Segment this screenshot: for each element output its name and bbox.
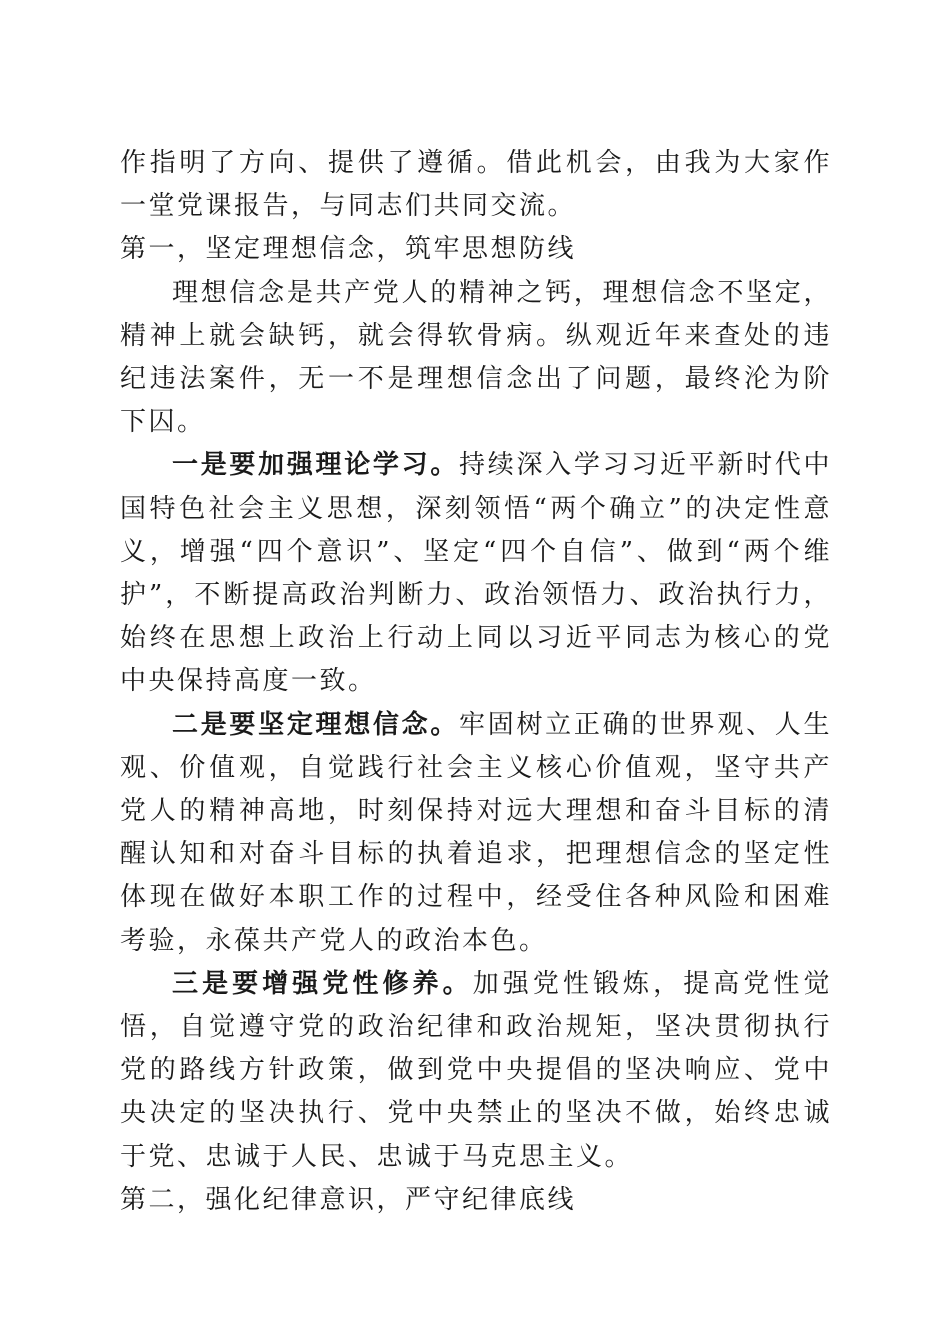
paragraph-point-1 (120, 444, 832, 703)
point-text: 加强党性锻炼，提高党性觉悟，自觉遵守党的政治纪律和政治规矩，坚决贯彻执行党的路线方针政策，做到党中央提倡的坚决响应、党中央决定的坚决执行、党中央禁止的坚决不做，始终忠诚于党、忠诚于人民、忠诚于马克思主义。 (120, 968, 832, 1172)
paragraph-point-3 (120, 963, 832, 1179)
section-heading-1: 第一，坚定理想信念，筑牢思想防线 (120, 234, 577, 265)
point-lead: 一是要加强理论学习。 (172, 450, 460, 481)
paragraph-point-2 (120, 704, 832, 963)
paragraph-body: 理想信念是共产党人的精神之钙，理想信念不坚定，精神上就会缺钙，就会得软骨病。纵观近年来查处的违纪违法案件，无一不是理想信念出了问题，最终沦为阶下囚。 (120, 277, 832, 438)
section-heading-2: 第二，强化纪律意识，严守纪律底线 (120, 1184, 577, 1215)
document-body (120, 142, 832, 1222)
point-text: 牢固树立正确的世界观、人生观、价值观，自觉践行社会主义核心价值观，坚守共产党人的精神高地，时刻保持对远大理想和奋斗目标的清醒认知和对奋斗目标的执着追求，把理想信念的坚定性体现在做好本职工作的过程中，经受住各种风险和困难考验，永葆共产党人的政治本色。 (120, 709, 832, 956)
point-lead: 二是要坚定理想信念。 (172, 709, 460, 740)
paragraph-continuation: 作指明了方向、提供了遵循。借此机会，由我为大家作一堂党课报告，与同志们共同交流。 (120, 148, 832, 222)
point-lead: 三是要增强党性修养。 (172, 968, 473, 999)
point-text: 持续深入学习习近平新时代中国特色社会主义思想，深刻领悟“两个确立”的决定性意义，增强“四个意识”、坚定“四个自信”、做到“两个维护”，不断提高政治判断力、政治领悟力、政治执行力，始终在思想上政治上行动上同以习近平同志为核心的党中央保持高度一致。 (120, 450, 832, 697)
